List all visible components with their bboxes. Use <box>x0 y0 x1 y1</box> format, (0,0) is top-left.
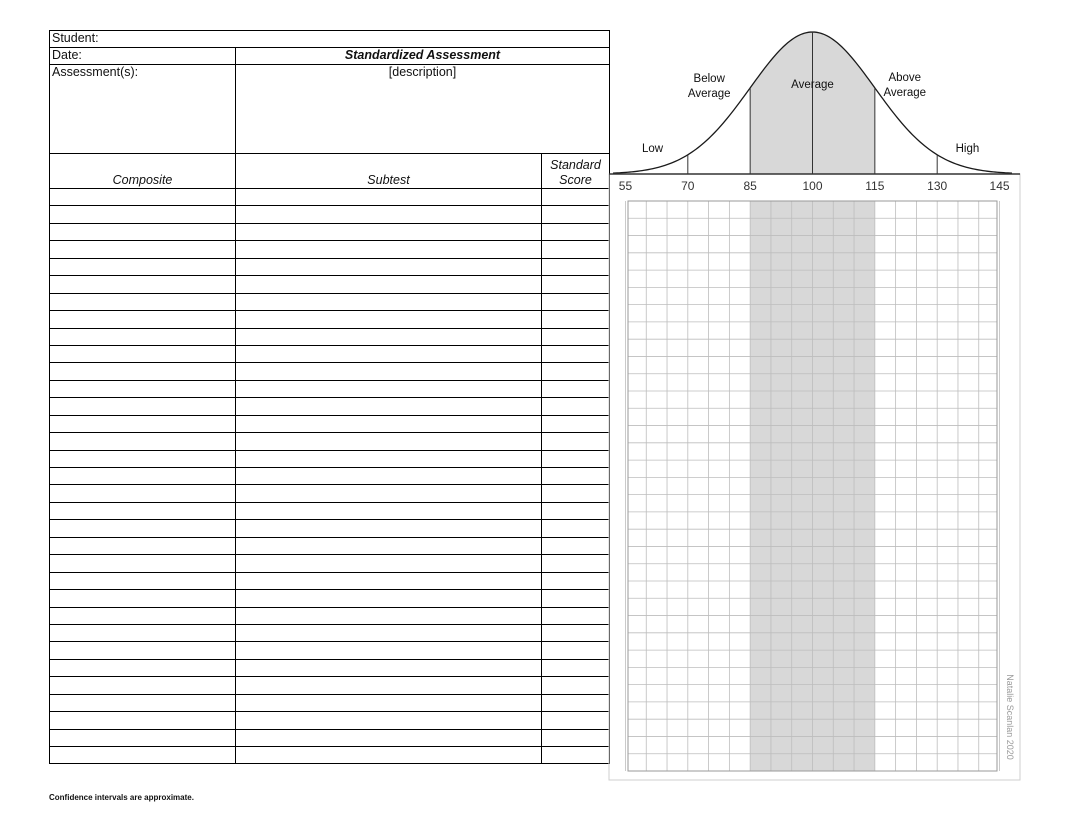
score-grid <box>625 201 999 771</box>
standard-label: Standard <box>550 158 601 172</box>
date-label: Date: <box>52 48 82 62</box>
range-label: Below <box>693 73 725 85</box>
tick-label: 100 <box>802 179 823 193</box>
range-label: Average <box>791 79 834 91</box>
description-field[interactable]: [description] <box>236 65 610 154</box>
composite-header: Composite <box>50 154 236 189</box>
watermark: Natalie Scanlan 2020 <box>1005 674 1015 760</box>
range-label: Low <box>642 143 664 155</box>
range-label: Average <box>687 88 731 100</box>
assessments-label: Assessment(s): <box>50 65 236 154</box>
range-label: Average <box>883 87 927 99</box>
tick-label: 85 <box>743 179 757 193</box>
tick-label: 115 <box>865 179 885 193</box>
tick-label: 70 <box>681 179 695 193</box>
range-label: Above <box>888 72 922 84</box>
footnote: Confidence intervals are approximate. <box>49 793 194 802</box>
form-title: Standardized Assessment <box>236 48 610 65</box>
range-label: High <box>955 143 980 155</box>
tick-label: 130 <box>927 179 948 193</box>
subtest-header: Subtest <box>236 154 542 189</box>
x-axis-ticks <box>619 179 1010 193</box>
score-label: Score <box>559 173 592 187</box>
tick-label: 145 <box>989 179 1010 193</box>
student-label: Student: <box>52 31 99 45</box>
tick-label: 55 <box>618 179 633 193</box>
